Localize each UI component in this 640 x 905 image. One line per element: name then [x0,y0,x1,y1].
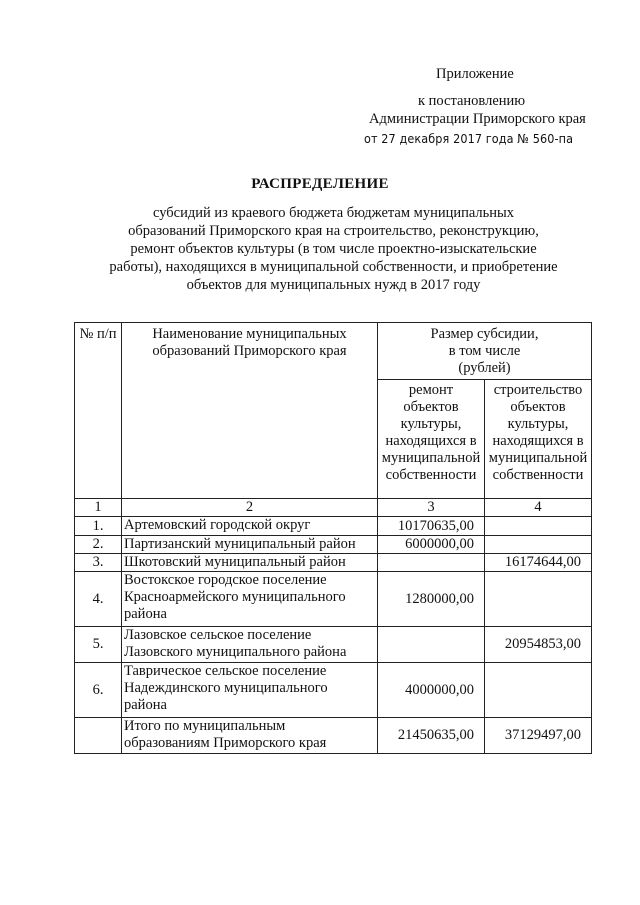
header-repair [378,380,485,499]
total-name-line: образованиям Приморского края [124,735,327,751]
total-repair-value: 21450635,00 [378,718,485,754]
table-row [75,554,592,572]
header-repair-line: культуры, [400,416,462,432]
row-construction-value [485,536,592,554]
table-row [75,663,592,718]
row-repair-value [378,554,485,572]
header-construction-line: культуры, [507,416,569,432]
row-name-line: Красноармейского муниципального [124,589,346,605]
index-cell: 3 [378,499,485,517]
row-name [122,554,378,572]
row-name-line: Шкотовский муниципальный район [124,554,346,570]
row-number: 3. [75,554,122,572]
row-name-line: Таврическое сельское поселение [124,663,327,679]
row-repair-value [378,627,485,663]
header-construction-line: строительство [493,382,583,398]
header-construction-line: муниципальной [488,450,588,466]
row-construction-value [485,572,592,627]
header-repair-line: ремонт [408,382,454,398]
index-cell: 1 [75,499,122,517]
subtitle-line-5: объектов для муниципальных нужд в 2017 году [186,277,481,293]
row-repair-value: 4000000,00 [378,663,485,718]
subtitle-line-3: ремонт объектов культуры (в том числе проектно-изыскательские [130,241,537,257]
document-title: РАСПРЕДЕЛЕНИЕ [251,176,389,192]
row-number: 5. [75,627,122,663]
header-name-line: образований Приморского края [152,343,347,359]
row-repair-value: 10170635,00 [378,517,485,536]
row-number: 1. [75,517,122,536]
header-construction-line: собственности [492,467,584,483]
row-name-line: Лазовское сельское поселение [124,627,312,643]
header-size-line: в том числе [448,343,521,359]
header-size [378,323,592,380]
header-size-line: (рублей) [458,360,511,376]
index-cell: 4 [485,499,592,517]
subtitle-line-1: субсидий из краевого бюджета бюджетам муниципальных [152,205,515,221]
total-number [75,718,122,754]
row-number: 6. [75,663,122,718]
index-cell: 2 [122,499,378,517]
header-num-label: № п/п [79,326,117,342]
row-name-line: Артемовский городской округ [124,517,311,533]
subtitle-line-4: работы), находящихся в муниципальной собственности, и приобретение [109,259,558,275]
row-construction-value: 20954853,00 [485,627,592,663]
row-name [122,627,378,663]
header-num [75,323,122,499]
row-name-line: Надеждинского муниципального [124,680,328,696]
header-name-line: Наименование муниципальных [152,326,347,342]
row-name [122,517,378,536]
table-row [75,627,592,663]
table-row [75,517,592,536]
table-row [75,572,592,627]
row-repair-value: 6000000,00 [378,536,485,554]
appendix-line-1: к постановлению [418,93,526,109]
header-repair-line: муниципальной [381,450,481,466]
row-number: 4. [75,572,122,627]
row-name [122,572,378,627]
subtitle-line-2: образований Приморского края на строительство, реконструкцию, [128,223,539,239]
row-construction-value [485,663,592,718]
row-name [122,663,378,718]
header-repair-line: находящихся в [385,433,477,449]
header-name [122,323,378,499]
header-size-line: Размер субсидии, [430,326,539,342]
appendix-line-2: Администрации Приморского края [369,111,586,127]
header-construction-line: объектов [510,399,566,415]
row-construction-value: 16174644,00 [485,554,592,572]
row-name-line: Востокское городское поселение [124,572,327,588]
total-construction-value: 37129497,00 [485,718,592,754]
appendix-title: Приложение [436,66,514,82]
row-repair-value: 1280000,00 [378,572,485,627]
header-repair-line: собственности [385,467,477,483]
subsidy-table [74,322,592,754]
row-name-line: Партизанский муниципальный район [124,536,356,552]
total-name-line: Итого по муниципальным [124,718,286,734]
row-number: 2. [75,536,122,554]
header-repair-line: объектов [403,399,459,415]
row-construction-value [485,517,592,536]
row-name [122,536,378,554]
row-name-line: Лазовского муниципального района [124,644,347,660]
total-name [122,718,378,754]
row-name-line: района [124,697,167,713]
table-row [75,536,592,554]
table-index-row [75,499,592,517]
header-construction [485,380,592,499]
header-construction-line: находящихся в [492,433,584,449]
appendix-decree-date: от 27 декабря 2017 года № 560-па [364,131,574,146]
table-header-row [75,323,592,380]
table-total-row [75,718,592,754]
row-name-line: района [124,606,167,622]
